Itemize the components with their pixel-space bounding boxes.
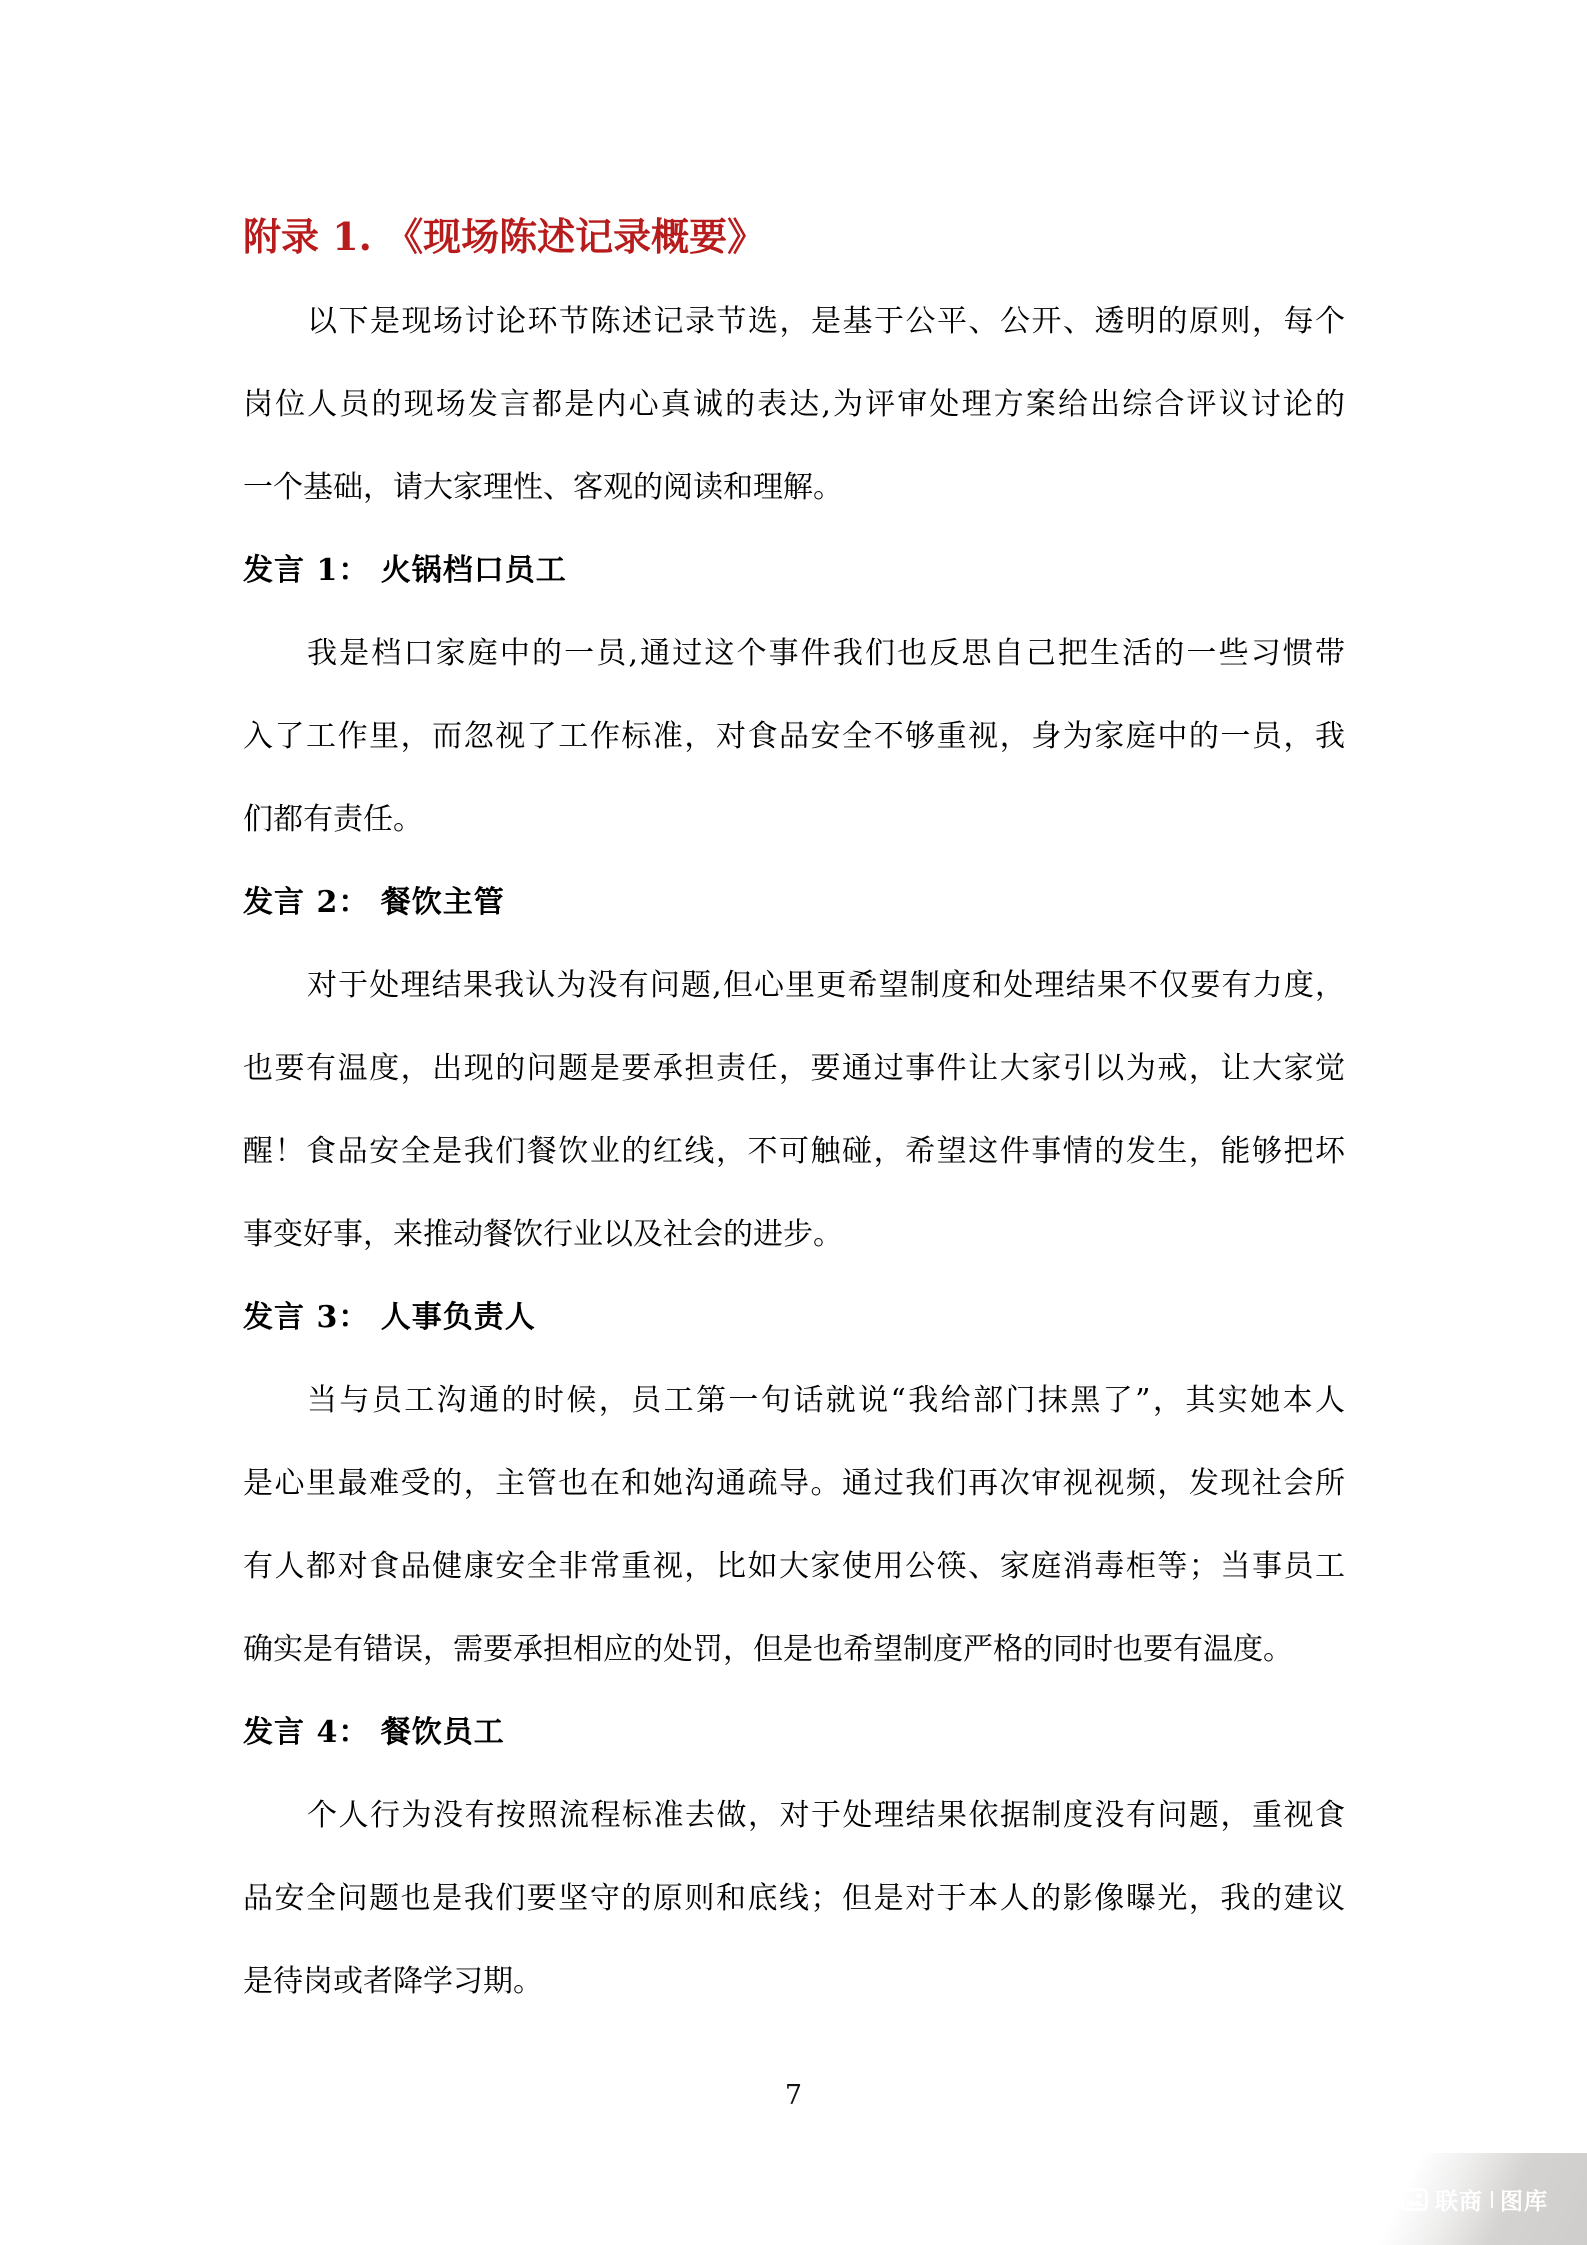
paragraph-line: 一个基础，请大家理性、客观的阅读和理解。: [243, 470, 843, 505]
paragraph-line: 品安全问题也是我们要坚守的原则和底线；但是对于本人的影像曝光，我的建议: [243, 1881, 1345, 1916]
watermark-divider: [1491, 2191, 1493, 2208]
watermark-library: 图库: [1500, 2187, 1548, 2214]
speech-heading-4: 发言 4： 餐饮员工: [243, 1715, 505, 1750]
paragraph-line: 当与员工沟通的时候，员工第一句话就说“我给部门抹黑了”，其实她本人: [307, 1383, 1345, 1418]
paragraph-line: 醒！食品安全是我们餐饮业的红线，不可触碰，希望这件事情的发生，能够把坏: [243, 1134, 1345, 1169]
appendix-title: 附录 1. 《现场陈述记录概要》: [243, 214, 766, 259]
speech-heading-1: 发言 1： 火锅档口员工: [243, 553, 567, 588]
paragraph-line: 是心里最难受的，主管也在和她沟通疏导。通过我们再次审视视频，发现社会所: [243, 1466, 1345, 1501]
paragraph-line: 是待岗或者降学习期。: [243, 1964, 543, 1999]
watermark-badge: [1375, 2153, 1587, 2245]
speech-heading-2: 发言 2： 餐饮主管: [243, 885, 505, 920]
paragraph-line: 入了工作里，而忽视了工作标准，对食品安全不够重视，身为家庭中的一员，我: [243, 719, 1345, 754]
paragraph-line: 对于处理结果我认为没有问题,但心里更希望制度和处理结果不仅要有力度，: [307, 968, 1345, 1003]
paragraph-line: 也要有温度，出现的问题是要承担责任，要通过事件让大家引以为戒，让大家觉: [243, 1051, 1345, 1086]
paragraph-line: 事变好事，来推动餐饮行业以及社会的进步。: [243, 1217, 843, 1252]
paragraph-line: 岗位人员的现场发言都是内心真诚的表达,为评审处理方案给出综合评议讨论的: [243, 387, 1345, 422]
paragraph-line: 个人行为没有按照流程标准去做，对于处理结果依据制度没有问题，重视食: [307, 1798, 1345, 1833]
paragraph-line: 以下是现场讨论环节陈述记录节选，是基于公平、公开、透明的原则，每个: [307, 304, 1345, 339]
image-icon: [1401, 2188, 1428, 2211]
speech-heading-3: 发言 3： 人事负责人: [243, 1300, 536, 1335]
paragraph-line: 们都有责任。: [243, 802, 423, 837]
paragraph-line: 有人都对食品健康安全非常重视，比如大家使用公筷、家庭消毒柜等；当事员工: [243, 1549, 1345, 1584]
paragraph-line: 我是档口家庭中的一员,通过这个事件我们也反思自己把生活的一些习惯带: [307, 636, 1345, 671]
document-body: [243, 212, 1345, 2043]
paragraph-line: 确实是有错误，需要承担相应的处罚，但是也希望制度严格的同时也要有温度。: [243, 1632, 1293, 1667]
page-number: 7: [784, 2080, 803, 2111]
watermark-brand: 联商: [1435, 2187, 1483, 2214]
